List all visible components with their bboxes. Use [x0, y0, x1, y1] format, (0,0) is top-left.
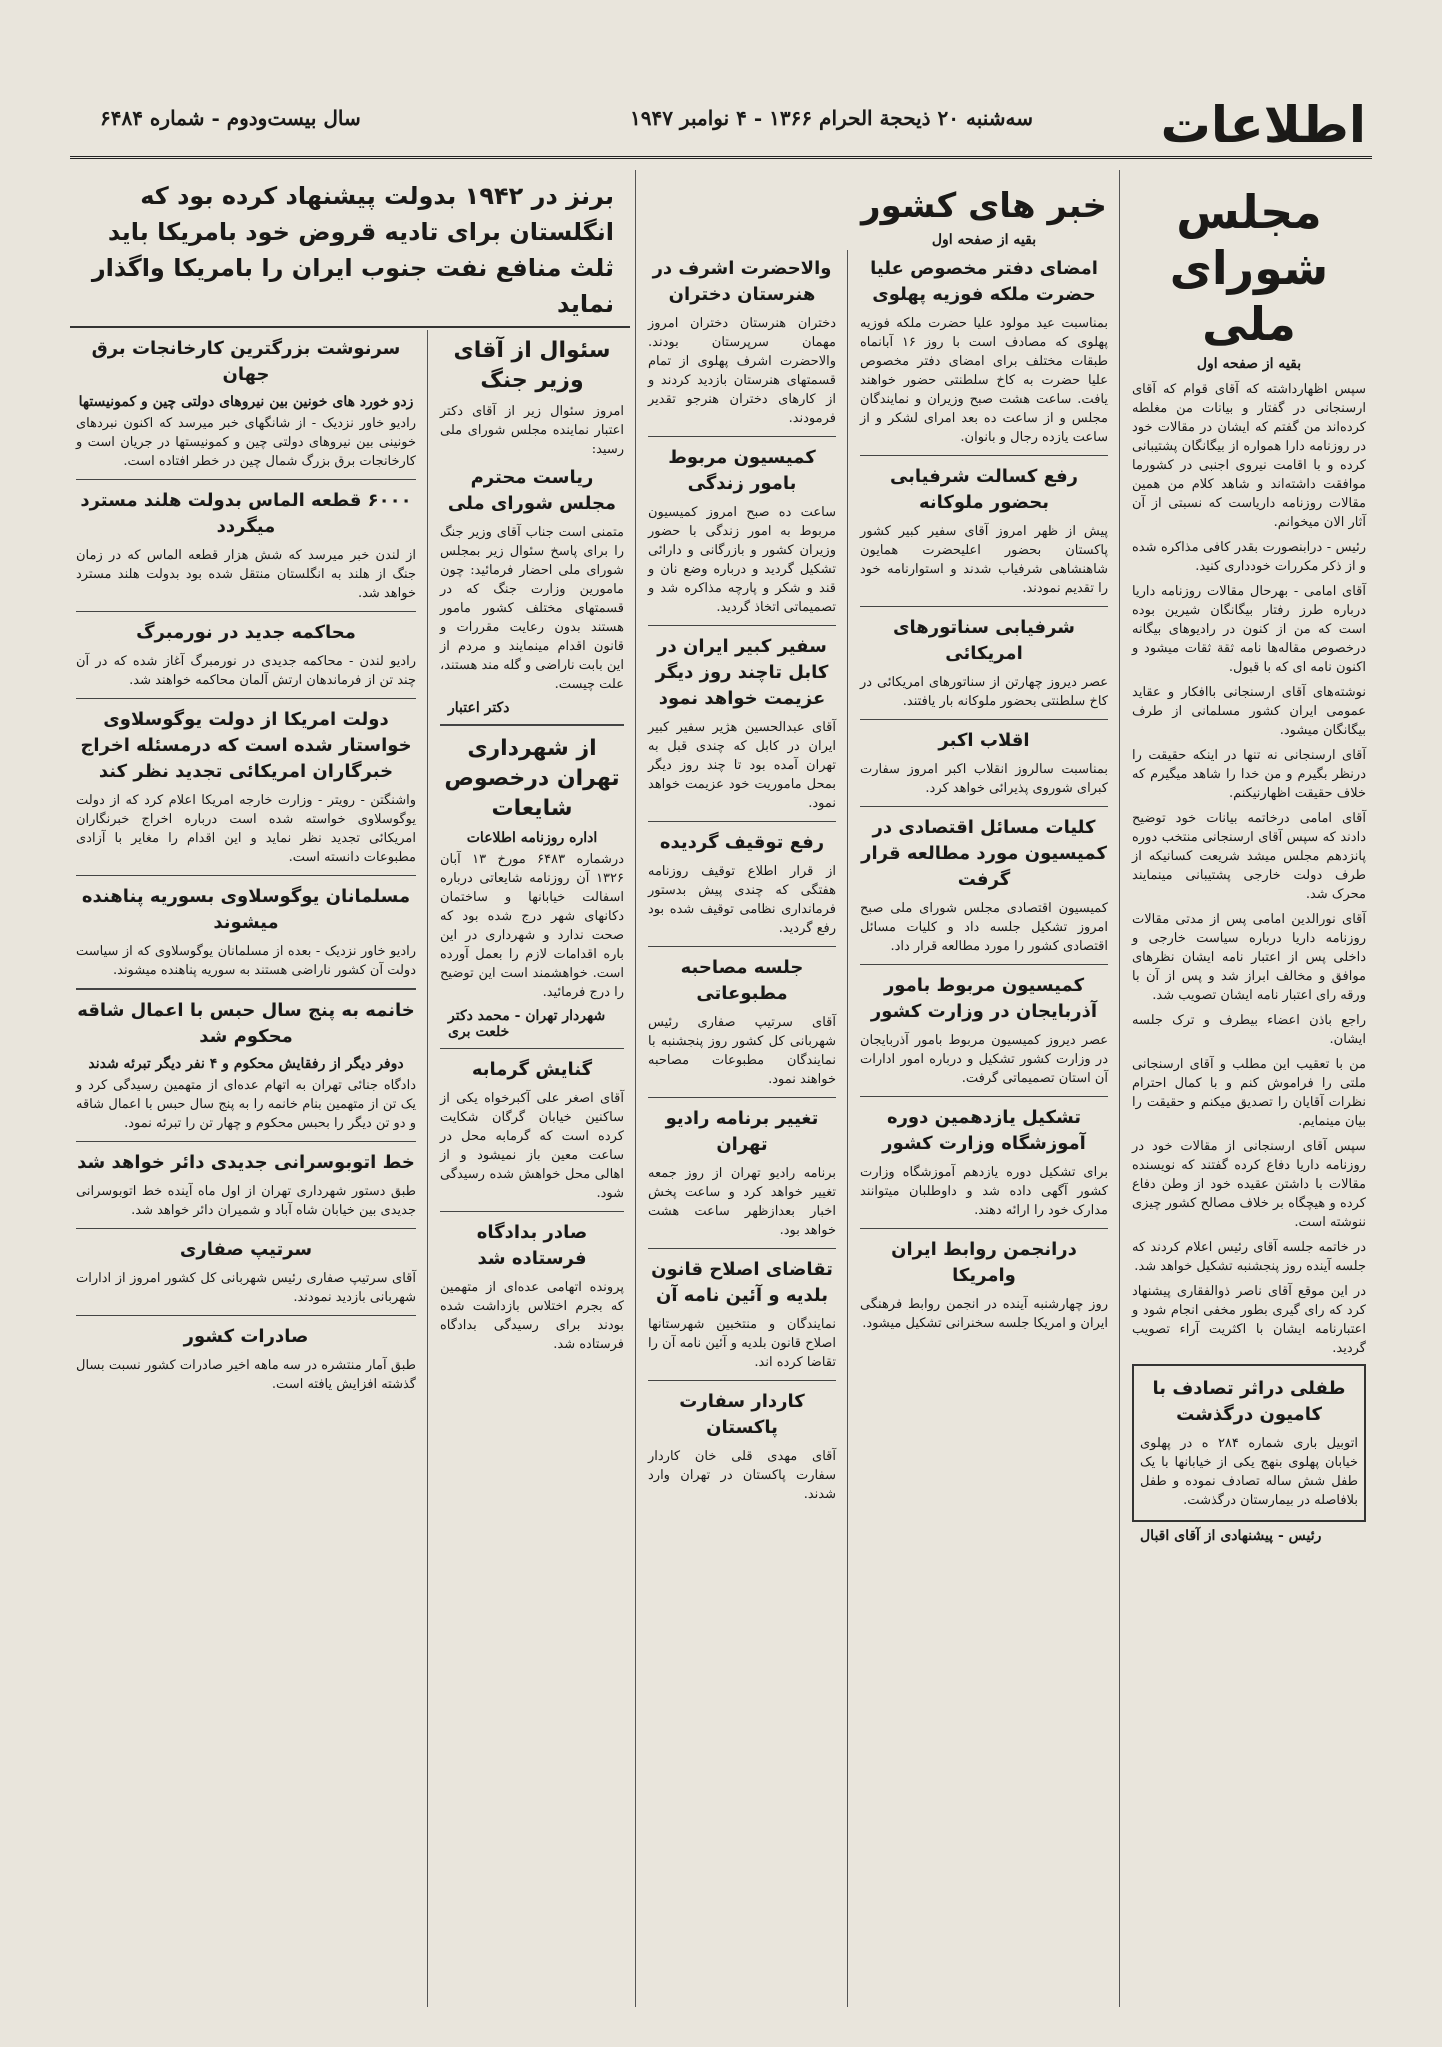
masthead-date: سه‌شنبه ۲۰ ذیحجة الحرام ۱۳۶۶ - ۴ نوامبر ۱۹۴۷	[630, 106, 1034, 130]
divider	[76, 1141, 416, 1142]
divider	[860, 606, 1108, 607]
article-headline: صادرات کشور	[183, 1326, 309, 1347]
masthead-logo: اطلاعات	[1160, 96, 1366, 154]
article-headline: امضای دفتر مخصوص علیا حضرت ملکه فوزیه پهلوی	[870, 258, 1098, 305]
divider	[860, 719, 1108, 720]
article-paragraph: آقای امامی درخاتمه بیانات خود توضیح دادند که سپس آقای ارسنجانی منتخب دوره پانزدهم مجلس میشد شریعت کسانیکه از طرف دولت خارجی پشتیبانی مینمایند محرک شد.	[1132, 811, 1366, 902]
article-subhead: دوفر دیگر از رفقایش محکوم و ۴ نفر دیگر تبرئه شدند	[88, 1056, 404, 1072]
article-paragraph: آقای اصغر علی آکبرخواه یکی از ساکنین خیابان گرگان شکایت کرده است که گرمابه محل در ساعت معین باز نمیشود و از اهالی محل خواهش شده رسیدگی شود.	[440, 1091, 624, 1201]
divider	[860, 455, 1108, 456]
article-headline: سئوال از آقای وزیر جنگ	[453, 338, 611, 393]
divider	[648, 1248, 836, 1249]
article-subhead: اداره روزنامه اطلاعات	[466, 830, 598, 846]
article-paragraph: دادگاه جنائی تهران به اتهام عده‌ای از متهمین رسیدگی کرد و یک تن از متهمین بنام خانمه را به پنج سال حبس با اعمال شاقه و دو تن دیگر را بحبس محکوم و چهار تن را تبرئه نمود.	[76, 1078, 416, 1131]
article-headline: دولت امریکا از دولت یوگوسلاوی خواستار شده است که درمسئله اخراج خبرگاران امریکائی تجدید نظر کند	[80, 709, 412, 782]
article-headline: سرنوشت بزرگترین کارخانجات برق جهان	[91, 338, 401, 385]
article-paragraph: اتوبیل باری شماره ۲۸۴ ه در پهلوی خیابان پهلوی بنهج یکی از خیابانها با یک طفل شش ساله تصادف نموده و طفل بلافاصله در بیمارستان درگذشت.	[1140, 1436, 1358, 1508]
divider	[76, 988, 416, 990]
article-headline: کلیات مسائل اقتصادی در کمیسیون مورد مطالعه قرار گرفت	[861, 817, 1107, 890]
article-headline: والاحضرت اشرف در هنرستان دختران	[652, 258, 832, 305]
divider	[860, 1096, 1108, 1097]
column-news-b	[642, 250, 842, 2007]
article-paragraph: آقای ارسنجانی نه تنها در اینکه حقیقت را درنظر بگیرم و من خدا را شاهد میگیرم که خلاف حقیقت اظهارنیکنم.	[1132, 748, 1366, 801]
article-paragraph: عصر دیروز کمیسیون مربوط بامور آذربایجان در وزارت کشور تشکیل و درباره امور ادارات آن استان تصمیماتی گرفت.	[860, 1033, 1108, 1086]
article-paragraph: نمایندگان و منتخبین شهرستانها اصلاح قانون بلدیه و آئین نامه آن را تقاضا کرده اند.	[648, 1317, 836, 1370]
article-paragraph: رئیس - درابنصورت بقدر کافی مذاکره شده و از ذکر مکررات خودداری کنید.	[1132, 540, 1366, 574]
article-headline: تغییر برنامه رادیو تهران	[665, 1108, 819, 1155]
article-headline: سفیر کبیر ایران در کابل تاچند روز دیگر عزیمت خواهد نمود	[655, 636, 829, 709]
divider	[76, 479, 416, 480]
article-paragraph: درشماره ۶۴۸۳ مورخ ۱۳ آبان ۱۳۲۶ آن روزنامه شایعاتی درباره اسفالت خیابانها و ساختمان دکانهای شهر درج شده بود که صحت ندارد و شهرداری در این باره اقدامات لازم را بعمل آورده است. خواهشمند است این توضیح را درج فرمائید.	[440, 852, 624, 1000]
headline-parliament: مجلس شورای ملی	[1169, 185, 1329, 351]
article-headline: رفع کسالت شرفیابی بحضور ملوکانه	[889, 466, 1079, 513]
article-paragraph: من با تعقیب این مطلب و آقای ارسنجانی ملتی را فراموش کنم و با کمال احترام نظرات آقایان را تصدیق میکنم و حقیقت را بیان مینمایم.	[1132, 1057, 1366, 1129]
article-headline: از شهرداری تهران درخصوص شایعات	[444, 736, 620, 821]
article-headline: سرتیپ صفاری	[179, 1239, 313, 1260]
banner-headline: برنز در ۱۹۴۲ بدولت پیشنهاد کرده بود که انگلستان برای تادیه قروض خود بامریکا باید ثلث منافع نفت جنوب ایران را بامریکا واگذار نماید	[91, 182, 614, 318]
column-divider	[635, 170, 636, 2007]
headline-accident: طفلی دراثر تصادف با کامیون درگذشت	[1152, 1378, 1346, 1425]
divider	[76, 875, 416, 876]
article-paragraph: رادیو خاور نزدیک - بعده از مسلمانان یوگوسلاوی که از سیاست دولت آن کشور ناراضی هستند به سوریه پناهنده میشوند.	[76, 944, 416, 978]
masthead-issue: سال بیست‌ودوم - شماره ۶۴۸۴	[100, 106, 361, 130]
signature: دکتر اعتبار	[448, 700, 510, 716]
article-paragraph: آقای مهدی قلی خان کاردار سفارت پاکستان در تهران وارد شدند.	[648, 1449, 836, 1502]
article-subhead: زدو خورد های خونین بین نیروهای دولتی چین و کمونیستها	[78, 394, 414, 410]
divider	[860, 806, 1108, 807]
article-paragraph: پیش از ظهر امروز آقای سفیر کبیر کشور پاکستان بحضور اعلیحضرت همایون شاهنشاهی شرفیاب شدند و استوارنامه خود را تقدیم نمودند.	[860, 524, 1108, 596]
article-paragraph: از لندن خبر میرسد که شش هزار قطعه الماس که در زمان جنگ از هلند به انگلستان منتقل شده بود بدولت هلند مسترد خواهد شد.	[76, 548, 417, 601]
article-headline: درانجمن روابط ایران وامریکا	[891, 1239, 1077, 1286]
article-paragraph: از قرار اطلاع توقیف روزنامه هفتگی که چندی پیش بدستور فرمانداری نظامی توقیف شده بود رفع گردید.	[648, 864, 836, 936]
divider	[648, 1097, 836, 1098]
headline-domestic-news: خبر های کشور	[861, 186, 1107, 226]
article-paragraph: رادیو لندن - محاکمه جدیدی در نورمبرگ آغاز شده که در آن چند تن از فرماندهان ارتش آلمان محاکمه خواهند شد.	[76, 654, 416, 688]
article-paragraph: بمناسبت سالروز انقلاب اکبر امروز سفارت کبرای شوروی پذیرائی خواهد کرد.	[860, 762, 1108, 796]
article-paragraph: متمنی است جناب آقای وزیر جنگ را برای پاسخ سئوال زیر بمجلس شورای ملی احضار فرمائید: چون مامورین وزارت جنگ که در قسمتهای مختلف کشور مامور هستند بدون رعایت مقررات و قانون اقدام مینمایند و مردم از این بابت ناراضی و گله مند هستند، علت چیست.	[440, 525, 624, 692]
divider	[648, 946, 836, 947]
article-headline: کمیسیون مربوط بامور زندگی	[668, 447, 816, 494]
article-paragraph: طبق دستور شهرداری تهران از اول ماه آینده خط اتوبوسرانی جدیدی بین خیابان شاه آباد و شمیران دائر خواهد شد.	[76, 1184, 416, 1218]
divider	[860, 964, 1108, 965]
article-paragraph: نوشته‌های آقای ارسنجانی باافکار و عقاید عمومی ایران کشور مسلمانی از طرف بیگانگان میشود.	[1132, 685, 1366, 738]
article-paragraph: در این موقع آقای ناصر ذوالفقاری پیشنهاد کرد که رای گیری بطور مخفی انجام شود و اعتبارنامه ایشان با اکثریت آراء تصویب گردید.	[1132, 1284, 1366, 1356]
divider	[76, 698, 416, 699]
article-paragraph: کمیسیون اقتصادی مجلس شورای ملی صبح امروز تشکیل جلسه داد و کلیات مسائل اقتصادی کشور را مورد مطالعه قرار داد.	[860, 901, 1108, 954]
article-headline: مسلمانان یوگوسلاوی بسوریه پناهنده میشوند	[81, 886, 411, 933]
column-divider	[427, 330, 428, 2007]
article-paragraph: در خاتمه جلسه آقای رئیس اعلام کردند که جلسه آینده روز پنجشنبه تشکیل خواهد شد.	[1132, 1240, 1366, 1274]
article-headline: اقلاب اکبر	[938, 730, 1030, 751]
article-paragraph: پرونده اتهامی عده‌ای از متهمین که بجرم اختلاس بازداشت شده بودند برای رسیدگی بدادگاه فرستاده شد.	[440, 1280, 624, 1352]
article-headline: گنایش گرمابه	[471, 1059, 593, 1080]
continued-label: بقیه از صفحه اول	[1196, 356, 1302, 372]
column-foreign	[70, 330, 422, 2007]
article-headline: خانمه به پنج سال حبس با اعمال شاقه محکوم شد	[77, 1000, 415, 1047]
article-paragraph: رادیو خاور نزدیک - از شانگهای خبر میرسد که اکنون نبردهای خونینی بین نیروهای دولتی چین و کمونیستها در جریان است و کارخانجات برق بزرگ شمال چین در خطر افتاده است.	[76, 416, 416, 469]
divider	[76, 1228, 416, 1229]
article-headline: رفع توقیف گردیده	[659, 832, 825, 853]
divider	[648, 1380, 836, 1381]
article-paragraph: آقای نورالدین امامی پس از مدتی مقالات روزنامه داریا درباره سیاست خارجی و داخلی پس از اعتبار نامه ایشان نظرهای موافق و مخالف ابراز شد و پس از آن با ورقه رای اعتبار نامه ایشان تصویب شد.	[1132, 912, 1366, 1003]
divider	[648, 625, 836, 626]
article-headline: کمیسیون مربوط بامور آذربایجان در وزارت کشور	[870, 975, 1098, 1022]
article-paragraph: طبق آمار منتشره در سه ماهه اخیر صادرات کشور نسبت بسال گذشته افزایش یافته است.	[76, 1358, 416, 1392]
column-news-a	[854, 170, 1114, 2007]
signature: شهردار تهران - محمد دکتر خلعت بری	[448, 1008, 606, 1040]
article-headline: کاردار سفارت پاکستان	[679, 1391, 805, 1438]
article-paragraph: آقای عبدالحسین هژیر سفیر کبیر ایران در کابل که چندی قبل به تهران آمده بود تا چند روز دیگر بمحل ماموریت خود عزیمت خواهد نمود.	[648, 720, 836, 811]
divider	[440, 1211, 624, 1212]
article-headline: خط اتوبوسرانی جدیدی دائر خواهد شد	[77, 1152, 415, 1173]
article-paragraph: واشنگتن - رویتر - وزارت خارجه امریکا اعلام کرد که از دولت یوگوسلاوی خواسته شده است درباره اخراج خبرنگاران امریکائی تجدید نظر نماید و این اقدام را مغایر با آزادی مطبوعات دانسته است.	[76, 793, 416, 865]
article-paragraph: عصر دیروز چهارتن از سناتورهای امریکائی در کاخ سلطنتی بحضور ملوکانه بار یافتند.	[860, 675, 1108, 709]
column-divider	[1119, 170, 1120, 2007]
article-headline: تشکیل یازدهمین دوره آموزشگاه وزارت کشور	[882, 1107, 1086, 1154]
article-headline: شرفیابی سناتورهای امریکائی	[893, 617, 1075, 664]
article-paragraph: سپس اظهارداشته که آقای قوام که آقای ارسنجانی در گفتار و بیانات من مغلطه کرده‌اند من گفتم که ایشان در مقالات خود در روزنامه دارا همواره از بیگانگان پشتیبانی کرده و با اقامت نیروی اجنبی در کشورما موافقت داشته‌اند و شاهد کلام من همین مقالات روزنامه داریاست که نسبتی از آن آثار الان میخوانم.	[1132, 382, 1366, 530]
signature: رئیس - پیشنهادی از آقای اقبال	[1140, 1528, 1322, 1544]
article-paragraph: بمناسبت عید مولود علیا حضرت ملکه فوزیه پهلوی که مصادف است با روز ۱۶ آبانماه طبقات مختلف برای امضای دفتر مخصوص علیا حضرت به کاخ سلطنتی حضور خواهند یافت. ساعت هشت صبح وزیران و نمایندگان مجلس و از ساعت ده بعد امرای لشکر و از ساعت یازده رجال و بانوان.	[860, 316, 1109, 445]
article-headline: ریاست محترم مجلس شورای ملی	[447, 467, 617, 514]
divider	[648, 436, 836, 437]
article-headline: ۶۰۰۰ قطعه الماس بدولت هلند مسترد میگردد	[80, 490, 412, 537]
article-headline: جلسه مصاحبه مطبوعاتی	[680, 957, 804, 1004]
article-paragraph: آقای سرتیپ صفاری رئیس شهربانی کل کشور روز پنجشنبه با نمایندگان مطبوعات مصاحبه خواهند نمود.	[648, 1015, 836, 1087]
divider	[440, 724, 624, 726]
article-paragraph: سپس آقای ارسنجانی از مقالات خود در روزنامه داریا دفاع کرده گفتند که نویسنده مقالات با داشتن عقیده خود از وطن دفاع کرده و هیچگاه بر خلاف مصالح کشور چیزی ننوشته است.	[1132, 1139, 1366, 1230]
article-paragraph: امروز سئوال زیر از آقای دکتر اعتبار نماینده مجلس شورای ملی رسید:	[440, 404, 624, 457]
column-letters	[434, 330, 630, 2007]
accident-box	[1132, 1364, 1366, 1522]
article-paragraph: روز چهارشنبه آینده در انجمن روابط فرهنگی ایران و امریکا جلسه سخنرانی تشکیل میشود.	[860, 1297, 1108, 1331]
masthead	[70, 86, 1372, 159]
banner-story	[70, 170, 630, 325]
divider	[440, 1048, 624, 1049]
article-paragraph: آقای امامی - بهرحال مقالات روزنامه داریا درباره طرز رفتار بیگانگان شیرین بوده است که من از کنون در رادیوهای بیگانه درخصوص مقاله‌ها نامه ثقة ثقات میشود و اکنون نامه ای که با قبول.	[1132, 584, 1366, 675]
divider	[860, 1228, 1108, 1229]
article-paragraph: آقای سرتیپ صفاری رئیس شهربانی کل کشور امروز از ادارات شهربانی بازدید نمودند.	[76, 1271, 416, 1305]
divider	[76, 611, 416, 612]
article-paragraph: برنامه رادیو تهران از روز جمعه تغییر خواهد کرد و ساعت پخش اخبار بعدازظهر ساعت هشت خواهد بود.	[648, 1166, 836, 1238]
column-divider	[847, 250, 848, 2007]
article-headline: تقاضای اصلاح قانون بلدیه و آئین نامه آن	[651, 1259, 833, 1306]
continued-label: بقیه از صفحه اول	[931, 232, 1037, 248]
article-paragraph: ساعت ده صبح امروز کمیسیون مربوط به امور زندگی با حضور وزیران کشور و بازرگانی و دارائی تشکیل گردید و درباره وضع نان و قند و شکر و پارچه مذاکره شد و تصمیماتی اتخاذ گردید.	[648, 505, 836, 615]
banner-divider	[70, 326, 630, 328]
column-parliament	[1126, 170, 1372, 2007]
article-paragraph: راجع باذن اعضاء بیطرف و ترک جلسه ایشان.	[1132, 1013, 1366, 1047]
article-headline: صادر بدادگاه فرستاده شد	[476, 1222, 588, 1269]
article-paragraph: برای تشکیل دوره یازدهم آموزشگاه وزارت کشور آگهی داده شد و داوطلبان میتوانند مدارک خود را ارائه دهند.	[860, 1165, 1108, 1218]
article-paragraph: دختران هنرستان دختران امروز مهمان سرپرستان بودند. والاحضرت اشرف پهلوی از تمام قسمتهای هنرستان بازدید کردند و از کارهای دختران هنرجو تقدیر فرمودند.	[648, 316, 836, 426]
divider	[76, 1315, 416, 1316]
article-headline: محاکمه جدید در نورمبرگ	[136, 622, 356, 643]
divider	[648, 821, 836, 822]
